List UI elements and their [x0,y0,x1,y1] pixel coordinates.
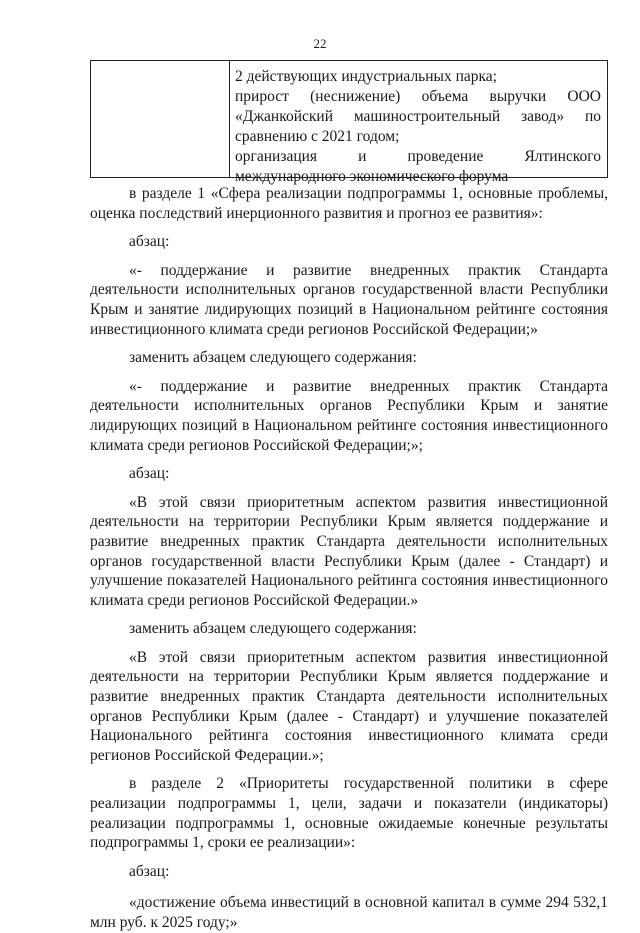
paragraph: в разделе 1 «Сфера реализации подпрограммы 1, основные проблемы, оценка последствий инерционного развития и прогноз ее развития»: [90,185,608,222]
paragraph: «достижение объема инвестиций в основной капитал в сумме 294 532,1 млн руб. к 2025 году;» [90,894,608,931]
paragraph-label: абзац: [129,465,170,483]
table-cell-right [230,61,607,185]
paragraph: «- поддержание и развитие внедренных практик Стандарта деятельности исполнительных органов государственной власти Республики Крым и занятие лидирующих позиций в Национальном рейтинге состояния инвестиционного климата среди регионов Российской Федерации;» [90,261,608,338]
paragraph: «- поддержание и развитие внедренных практик Стандарта деятельности исполнительных органов Республики Крым и занятие лидирующих позиций в Национальном рейтинге состояния инвестиционного климата среди регионов Российской Федерации;»; [90,377,608,454]
indicator-table [90,60,608,185]
paragraph: «В этой связи приоритетным аспектом развития инвестиционной деятельности на территории Республики Крым является поддержание и развитие внедренных практик Стандарта деятельности исполнительных органов государственной власти Республики Крым (далее - Стандарт) и улучшение показателей Национального рейтинга состояния инвестиционного климата среди регионов Российской Федерации.» [90,493,608,609]
table-cell-left [91,61,230,177]
paragraph-label: заменить абзацем следующего содержания: [129,349,417,367]
paragraph-label: заменить абзацем следующего содержания: [129,620,417,638]
table-line: организация и проведение Ялтинского международного экономического форума [235,148,601,185]
document-body [90,184,608,933]
page-number: 22 [313,36,327,51]
paragraph-label: абзац: [129,233,170,251]
paragraph: «В этой связи приоритетным аспектом развития инвестиционной деятельности на территории Республики Крым является поддержание и развитие внедренных практик Стандарта деятельности исполнительных органов Республики Крым (далее - Стандарт) и улучшение показателей Национального рейтинга состояния инвестиционного климата среди регионов Российской Федерации.»; [90,648,608,764]
table-line: 2 действующих индустриальных парка; [235,68,497,85]
paragraph: в разделе 2 «Приоритеты государственной политики в сфере реализации подпрограммы 1, цели, задачи и показатели (индикаторы) реализации подпрограммы 1, основные ожидаемые конечные результаты подпрограммы 1, сроки ее реализации»: [90,775,608,852]
table-line: прирост (неснижение) объема выручки ООО «Джанкойский машиностроительный завод» по сравнению с 2021 годом; [235,88,601,145]
paragraph-label: абзац: [129,862,170,880]
